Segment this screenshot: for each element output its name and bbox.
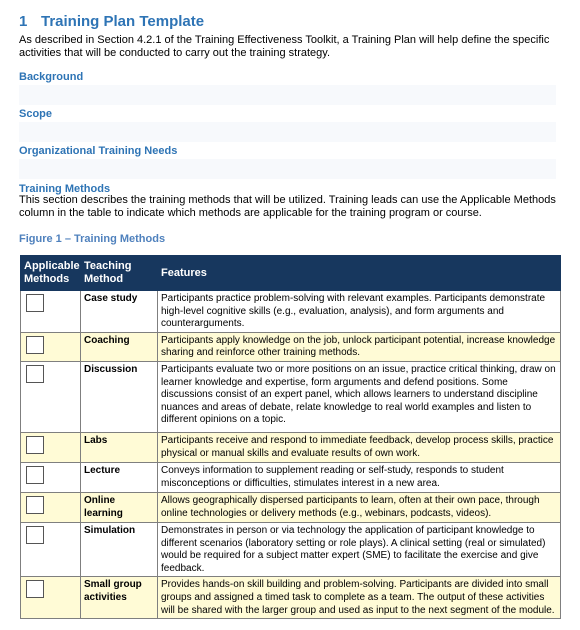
scope-heading: Scope xyxy=(19,108,53,120)
teaching-method-cell: Discussion xyxy=(81,361,158,432)
applicable-cell xyxy=(21,522,81,576)
applicable-checkbox[interactable] xyxy=(26,336,44,354)
applicable-cell xyxy=(21,462,81,492)
applicable-cell xyxy=(21,492,81,522)
table-row xyxy=(21,332,561,361)
training-methods-heading: Training Methods xyxy=(19,183,111,195)
table-row xyxy=(21,492,561,522)
applicable-checkbox[interactable] xyxy=(26,496,44,514)
teaching-method-cell: Lecture xyxy=(81,462,158,492)
page-title xyxy=(19,13,204,30)
teaching-method-cell: Simulation xyxy=(81,522,158,576)
features-cell: Participants evaluate two or more positions on an issue, practice critical thinking, draw on learner knowledge and expertise, form arguments and defend positions. Some discussions consist of an expert panel, which allows learners to understand discipline nuances and areas of debate, relate knowledge to real world examples and listen to different opinions on a topic. xyxy=(158,361,561,432)
table-row xyxy=(21,522,561,576)
applicable-checkbox[interactable] xyxy=(26,580,44,598)
applicable-cell xyxy=(21,291,81,333)
teaching-method-cell: Coaching xyxy=(81,332,158,361)
features-cell: Participants apply knowledge on the job, unlock participant potential, increase knowledge sharing and reinforce other training methods. xyxy=(158,332,561,361)
background-field[interactable] xyxy=(19,85,556,105)
applicable-cell xyxy=(21,332,81,361)
teaching-method-cell: Online learning xyxy=(81,492,158,522)
applicable-checkbox[interactable] xyxy=(26,436,44,454)
header-applicable-methods: Applicable Methods xyxy=(21,256,81,291)
applicable-cell xyxy=(21,361,81,432)
methods-description: This section describes the training methods that will be utilized. Training leads can use the Applicable Methods column in the table to indicate which methods are applicable for the training program or course. xyxy=(19,194,556,219)
training-methods-table xyxy=(20,255,561,619)
scope-field[interactable] xyxy=(19,122,556,142)
section-title: Training Plan Template xyxy=(41,13,205,30)
header-teaching-method: Teaching Method xyxy=(81,256,158,291)
applicable-checkbox[interactable] xyxy=(26,466,44,484)
table-row xyxy=(21,361,561,432)
table-row xyxy=(21,577,561,619)
table-row xyxy=(21,291,561,333)
features-cell: Participants receive and respond to immediate feedback, develop process skills, practice physical or manual skills and evaluate results of own work. xyxy=(158,432,561,462)
section-number: 1 xyxy=(19,13,28,30)
background-heading: Background xyxy=(19,71,84,83)
teaching-method-cell: Case study xyxy=(81,291,158,333)
features-cell: Demonstrates in person or via technology the application of participant knowledge to different scenarios (laboratory setting or role plays). A clinical setting (real or simulated) would be required for a subject matter expert (SME) to facilitate the exercise and give feedback. xyxy=(158,522,561,576)
features-cell: Participants practice problem-solving with relevant examples. Participants demonstrate high-level cognitive skills (e.g., evaluation, analysis), and form arguments and counterarguments. xyxy=(158,291,561,333)
features-cell: Allows geographically dispersed participants to learn, often at their own pace, through online technologies or delivery methods (e.g., webinars, podcasts, videos). xyxy=(158,492,561,522)
teaching-method-cell: Small group activities xyxy=(81,577,158,619)
table-row xyxy=(21,462,561,492)
intro-paragraph: As described in Section 4.2.1 of the Training Effectiveness Toolkit, a Training Plan will help define the specific activities that will be conducted to carry out the training strategy. xyxy=(19,34,550,59)
applicable-checkbox[interactable] xyxy=(26,526,44,544)
table-row xyxy=(21,432,561,462)
applicable-checkbox[interactable] xyxy=(26,365,44,383)
header-features: Features xyxy=(158,256,561,291)
applicable-cell xyxy=(21,577,81,619)
training-needs-heading: Organizational Training Needs xyxy=(19,145,178,157)
table-header-row xyxy=(21,256,561,291)
applicable-cell xyxy=(21,432,81,462)
teaching-method-cell: Labs xyxy=(81,432,158,462)
features-cell: Conveys information to supplement reading or self-study, responds to student misconceptions or difficulties, stimulates interest in a new area. xyxy=(158,462,561,492)
applicable-checkbox[interactable] xyxy=(26,294,44,312)
training-needs-field[interactable] xyxy=(19,159,556,179)
figure-caption: Figure 1 – Training Methods xyxy=(19,233,166,245)
features-cell: Provides hands-on skill building and problem-solving. Participants are divided into small groups and assigned a timed task to complete as a team. The output of these activities will be shared with the larger group and used as input to the next segment of the module. xyxy=(158,577,561,619)
